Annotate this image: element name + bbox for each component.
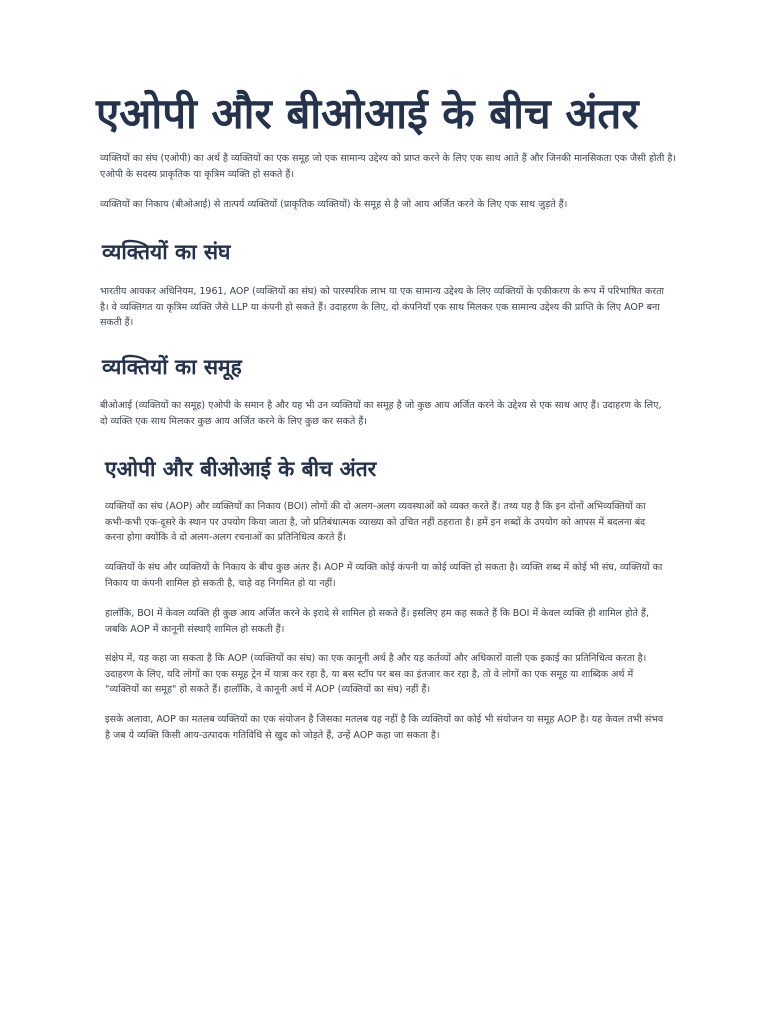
difference-paragraph-5: इसके अलावा, AOP का मतलब व्यक्तियों का एक संयोजन है जिसका मतलब यह नहीं है कि व्यक्तियों का कोई भी संयोजन या समूह AOP है। यह केवल तभी संभव है जब ये व्यक्ति किसी आय-उत्पादक गतिविधि से खुद को जोड़ते हैं, उन्हें AOP कहा जा सकता है।	[105, 714, 664, 741]
intro-paragraph-boi: व्यक्तियों का निकाय (बीओआई) से तात्पर्य व्यक्तियों (प्राकृतिक व्यक्तियों) के समूह से है जो आय अर्जित करने के लिए एक साथ जुड़ते हैं।	[100, 199, 568, 210]
difference-paragraph-1: व्यक्तियों का संघ (AOP) और व्यक्तियों का निकाय (BOI) लोगों की दो अलग-अलग व्यवस्थाओं को व्यक्त करते हैं। तथ्य यह है कि इन दोनों अभिव्यक्तियों का कभी-कभी एक-दूसरे के स्थान पर उपयोग किया जाता है, जो प्रतिबंधात्मक व्याख्या को उचित नहीं ठहराता है। हमें इन शब्दों के उपयोग को आपस में बदलना बंद करना होगा क्योंकि वे दो अलग-अलग रचनाओं का प्रतिनिधित्व करते हैं।	[105, 501, 646, 543]
section-heading-boi: व्यक्तियों का समूह	[102, 355, 242, 379]
intro-paragraph-aop: व्यक्तियों का संघ (एओपी) का अर्थ है व्यक्तियों का एक समूह जो एक सामान्य उद्देश्य को प्राप्त करने के लिए एक साथ आते हैं और जिनकी मानसिकता एक जैसी होती है। एओपी के सदस्य प्राकृतिक या कृत्रिम व्यक्ति हो सकते हैं।	[100, 153, 677, 180]
page-title: एओपी और बीओआई के बीच अंतर	[96, 89, 639, 138]
section-paragraph-aop: भारतीय आयकर अधिनियम, 1961, AOP (व्यक्तियों का संघ) को पारस्परिक लाभ या एक सामान्य उद्देश्य के लिए व्यक्तियों के एकीकरण के रूप में परिभाषित करता है। वे व्यक्तिगत या कृत्रिम व्यक्ति जैसे LLP या कंपनी हो सकते हैं। उदाहरण के लिए, दो कंपनियाँ एक साथ मिलकर एक सामान्य उद्देश्य की प्राप्ति के लिए AOP बना सकती हैं।	[100, 286, 665, 328]
difference-paragraph-2: व्यक्तियों के संघ और व्यक्तियों के निकाय के बीच कुछ अंतर हैं। AOP में व्यक्ति कोई कंपनी या कोई व्यक्ति हो सकता है। व्यक्ति शब्द में कोई भी संघ, व्यक्तियों का निकाय या कंपनी शामिल हो सकती है, चाहे वह निगमित हो या नहीं।	[105, 562, 663, 589]
difference-paragraph-3: हालाँकि, BOI में केवल व्यक्ति ही कुछ आय अर्जित करने के इरादे से शामिल हो सकते हैं। इसलिए हम कह सकते हैं कि BOI में केवल व्यक्ति ही शामिल होते हैं, जबकि AOP में कानूनी संस्थाएँ शामिल हो सकती हैं।	[105, 608, 649, 635]
section-paragraph-boi: बीओआई (व्यक्तियों का समूह) एओपी के समान है और यह भी उन व्यक्तियों का समूह है जो कुछ आय अर्जित करने के उद्देश्य से एक साथ आए हैं। उदाहरण के लिए, दो व्यक्ति एक साथ मिलकर कुछ आय अर्जित करने के लिए कुछ कर सकते हैं।	[100, 400, 662, 427]
difference-paragraph-4: संक्षेप में, यह कहा जा सकता है कि AOP (व्यक्तियों का संघ) का एक कानूनी अर्थ है और यह कर्तव्यों और अधिकारों वाली एक इकाई का प्रतिनिधित्व करता है। उदाहरण के लिए, यदि लोगों का एक समूह ट्रेन में यात्रा कर रहा है, या बस स्टॉप पर बस का इंतजार कर रहा है, तो वे लोगों का एक समूह या शाब्दिक अर्थ में "व्यक्तियों का समूह" हो सकते हैं। हालाँकि, वे कानूनी अर्थ में AOP (व्यक्तियों का संघ) नहीं हैं।	[105, 653, 647, 695]
section-heading-difference: एओपी और बीओआई के बीच अंतर	[105, 457, 377, 481]
section-heading-aop: व्यक्तियों का संघ	[102, 240, 231, 264]
